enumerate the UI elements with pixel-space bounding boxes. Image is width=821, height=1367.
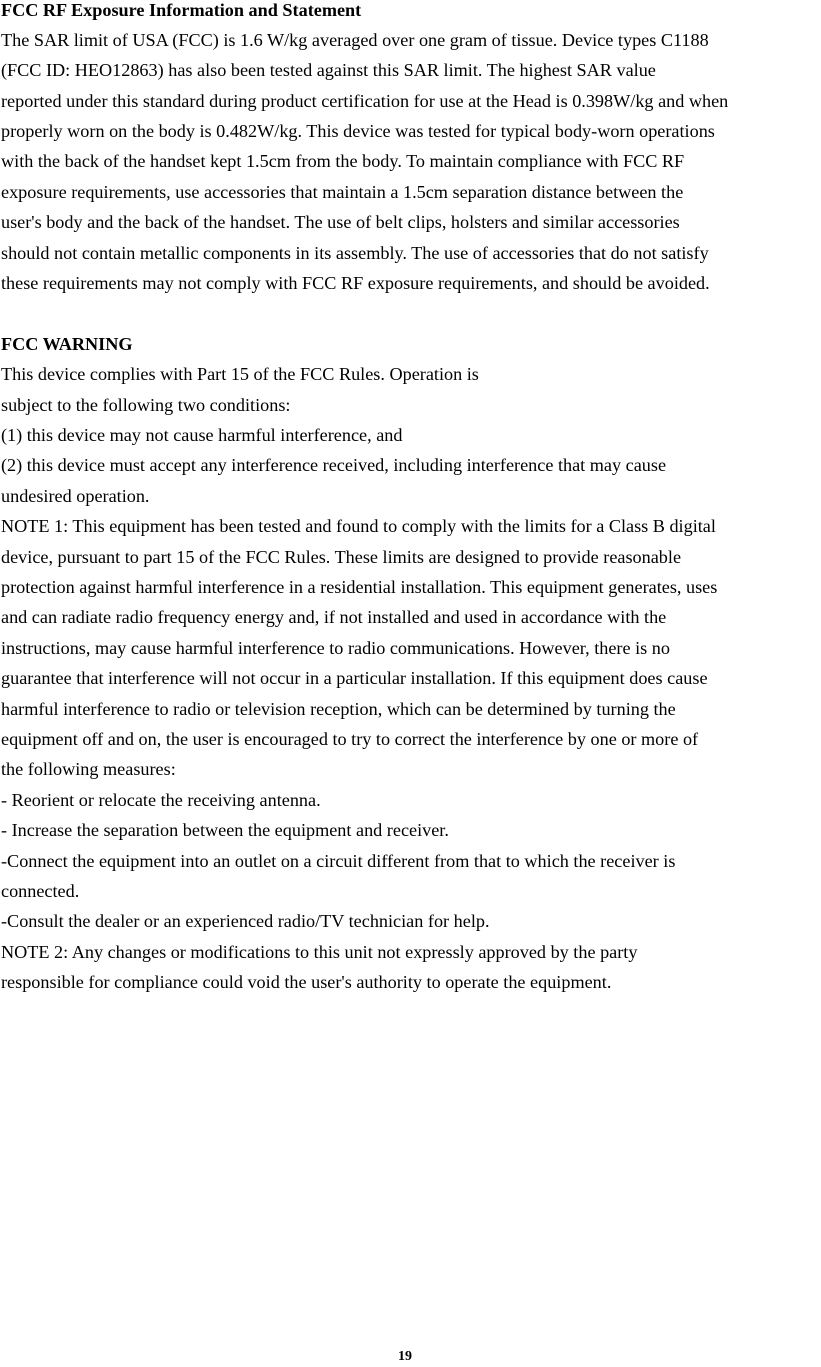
warning-text-line: harmful interference to radio or television reception, which can be determined by turning the	[1, 699, 676, 719]
warning-text-line: undesired operation.	[1, 486, 150, 506]
rf-text-line: should not contain metallic components in its assembly. The use of accessories that do not satisfy	[1, 243, 709, 263]
rf-text-line: (FCC ID: HEO12863) has also been tested against this SAR limit. The highest SAR value	[1, 60, 656, 80]
rf-text-line: exposure requirements, use accessories that maintain a 1.5cm separation distance between the	[1, 182, 684, 202]
warning-text-line: instructions, may cause harmful interference to radio communications. However, there is no	[1, 638, 670, 658]
rf-text-line: these requirements may not comply with FCC RF exposure requirements, and should be avoided.	[1, 273, 710, 293]
warning-text-line: -Connect the equipment into an outlet on a circuit different from that to which the receiver is	[1, 851, 676, 871]
warning-text-line: equipment off and on, the user is encouraged to try to correct the interference by one or more of	[1, 729, 699, 749]
warning-text-line: device, pursuant to part 15 of the FCC Rules. These limits are designed to provide reasonable	[1, 547, 682, 567]
warning-text-line: the following measures:	[1, 759, 176, 779]
warning-text-line: responsible for compliance could void the user's authority to operate the equipment.	[1, 972, 612, 992]
warning-text-line: protection against harmful interference in a residential installation. This equipment generates, uses	[1, 577, 718, 597]
rf-text-line: with the back of the handset kept 1.5cm from the body. To maintain compliance with FCC RF	[1, 151, 685, 171]
warning-text-line: This device complies with Part 15 of the FCC Rules. Operation is	[1, 364, 479, 384]
fcc-warning-heading: FCC WARNING	[1, 334, 133, 354]
warning-text-line: - Increase the separation between the equipment and receiver.	[1, 820, 449, 840]
warning-text-line: -Consult the dealer or an experienced radio/TV technician for help.	[1, 911, 490, 931]
rf-text-line: reported under this standard during product certification for use at the Head is 0.398W/kg and when	[1, 91, 729, 111]
warning-text-line: NOTE 1: This equipment has been tested and found to comply with the limits for a Class B digital	[1, 516, 716, 536]
warning-text-line: subject to the following two conditions:	[1, 395, 291, 415]
rf-text-line: The SAR limit of USA (FCC) is 1.6 W/kg averaged over one gram of tissue. Device types C1188	[1, 30, 709, 50]
warning-text-line: (2) this device must accept any interference received, including interference that may cause	[1, 455, 667, 475]
warning-text-line: connected.	[1, 881, 80, 901]
page-number: 19	[398, 1349, 412, 1364]
warning-text-line: guarantee that interference will not occur in a particular installation. If this equipment does cause	[1, 668, 708, 688]
rf-text-line: user's body and the back of the handset. The use of belt clips, holsters and similar accessories	[1, 212, 680, 232]
rf-exposure-heading: FCC RF Exposure Information and Statement	[1, 0, 362, 20]
warning-text-line: - Reorient or relocate the receiving antenna.	[1, 790, 321, 810]
warning-text-line: (1) this device may not cause harmful interference, and	[1, 425, 403, 445]
warning-text-line: and can radiate radio frequency energy and, if not installed and used in accordance with the	[1, 607, 667, 627]
warning-text-line: NOTE 2: Any changes or modifications to this unit not expressly approved by the party	[1, 942, 638, 962]
rf-text-line: properly worn on the body is 0.482W/kg. This device was tested for typical body-worn operations	[1, 121, 715, 141]
